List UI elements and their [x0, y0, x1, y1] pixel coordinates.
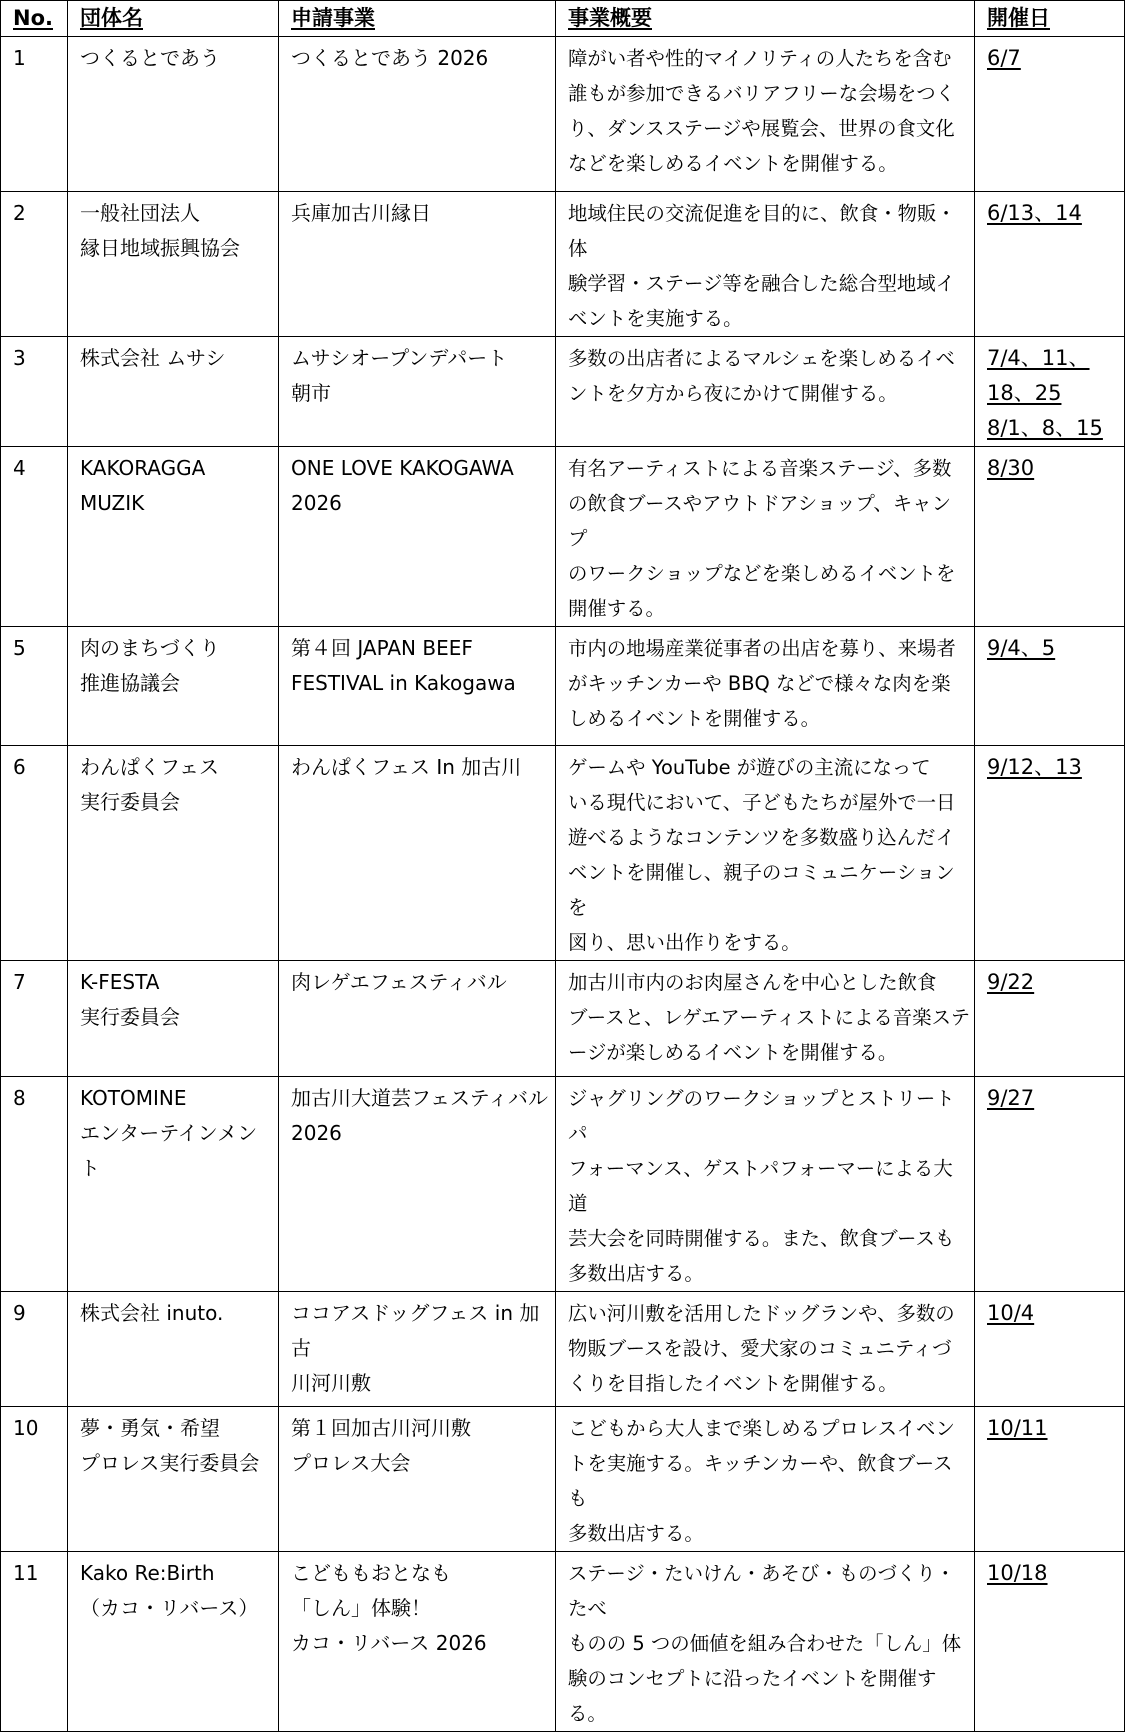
cell-line: 2026 [291, 491, 342, 515]
cell-org [68, 337, 279, 447]
cell-line: 実行委員会 [80, 1005, 180, 1029]
cell-line: 肉レゲエフェスティバル [291, 970, 507, 994]
header-no: No. [1, 1, 68, 37]
cell-date [975, 746, 1125, 961]
date-text: 8/1、8、15 [987, 416, 1103, 440]
cell-line: 第１回加古川河川敷 [291, 1416, 471, 1440]
cell-line: K-FESTA [80, 970, 160, 994]
cell-line: 朝市 [291, 381, 331, 405]
cell-line: わんぱくフェス In 加古川 [291, 755, 522, 779]
date-text: 9/4、5 [987, 636, 1056, 660]
cell-line: 誰もが参加できるバリアフリーな会場をつく [568, 82, 956, 105]
cell-date [975, 1077, 1125, 1292]
cell-line [987, 1081, 1120, 1116]
cell-line: 夢・勇気・希望 [80, 1416, 220, 1440]
table-row [1, 1552, 1125, 1732]
cell-line: 川河川敷 [291, 1371, 371, 1395]
cell-org [68, 627, 279, 746]
cell-date [975, 192, 1125, 337]
table-row [1, 447, 1125, 627]
cell-line: 第４回 JAPAN BEEF [291, 636, 473, 660]
cell-line: ベントを実施する。 [568, 307, 743, 330]
cell-summary [556, 746, 975, 961]
cell-line: 縁日地域振興協会 [80, 236, 240, 260]
cell-summary [556, 37, 975, 192]
cell-line [987, 631, 1120, 666]
cell-line: のワークショップなどを楽しめるイベントを [568, 562, 956, 585]
cell-line: こどももおとなも [291, 1561, 451, 1585]
cell-org [68, 746, 279, 961]
cell-line: ントを夕方から夜にかけて開催する。 [568, 382, 898, 405]
table-row [1, 746, 1125, 961]
cell-line [987, 411, 1120, 446]
cell-line: 遊べるようなコンテンツを多数盛り込んだイ [568, 826, 955, 849]
cell-line: 実行委員会 [80, 790, 180, 814]
cell-line: 地域住民の交流促進を目的に、飲食・物販・体 [568, 202, 956, 260]
cell-line: 一般社団法人 [80, 201, 200, 225]
cell-no: 7 [1, 961, 68, 1077]
cell-org [68, 37, 279, 192]
table-row [1, 961, 1125, 1077]
table-body [1, 37, 1125, 1732]
cell-date [975, 961, 1125, 1077]
cell-line: こどもから大人まで楽しめるプロレスイベン [568, 1417, 955, 1440]
cell-line: 株式会社 ムサシ [80, 346, 226, 370]
cell-line: 障がい者や性的マイノリティの人たちを含む [568, 47, 952, 70]
cell-no: 2 [1, 192, 68, 337]
cell-no: 6 [1, 746, 68, 961]
cell-line: わんぱくフェス [80, 755, 219, 779]
header-date: 開催日 [975, 1, 1125, 37]
cell-line: ものの 5 つの価値を組み合わせた「しん」体 [568, 1632, 962, 1655]
cell-summary [556, 447, 975, 627]
table-row [1, 1407, 1125, 1552]
cell-line [987, 1556, 1120, 1591]
date-text: 10/4 [987, 1301, 1035, 1325]
cell-line: 物販ブースを設け、愛犬家のコミュニティづ [568, 1337, 952, 1360]
cell-line: Kako Re:Birth [80, 1561, 215, 1585]
cell-line: 兵庫加古川縁日 [291, 201, 431, 225]
table-row [1, 627, 1125, 746]
cell-line: 推進協議会 [80, 671, 180, 695]
cell-line: 加古川市内のお肉屋さんを中心とした飲食 [568, 971, 937, 994]
cell-no: 10 [1, 1407, 68, 1552]
cell-line: トを実施する。キッチンカーや、飲食ブースも [568, 1452, 953, 1510]
cell-summary [556, 1077, 975, 1292]
cell-line: （カコ・リバース） [80, 1596, 259, 1620]
cell-line: くりを目指したイベントを開催する。 [568, 1372, 898, 1395]
table-row [1, 37, 1125, 192]
cell-project [279, 337, 556, 447]
table-row [1, 1077, 1125, 1292]
cell-summary [556, 1552, 975, 1732]
cell-line: 株式会社 inuto. [80, 1301, 224, 1325]
cell-line [987, 1411, 1120, 1446]
cell-summary [556, 192, 975, 337]
date-text: 9/22 [987, 970, 1035, 994]
cell-project [279, 1077, 556, 1292]
cell-summary [556, 337, 975, 447]
cell-date [975, 1407, 1125, 1552]
cell-line: 多数の出店者によるマルシェを楽しめるイベ [568, 347, 955, 370]
cell-line [987, 196, 1120, 231]
cell-date [975, 447, 1125, 627]
cell-line: 有名アーティストによる音楽ステージ、多数 [568, 457, 952, 480]
cell-project [279, 1292, 556, 1407]
cell-date [975, 37, 1125, 192]
cell-line: の飲食ブースやアウトドアショップ、キャンプ [568, 492, 951, 550]
cell-project [279, 447, 556, 627]
date-text: 6/7 [987, 46, 1021, 70]
cell-line: ジャグリングのワークショップとストリートパ [568, 1087, 955, 1145]
date-text: 7/4、11、 [987, 346, 1090, 370]
date-text: 18、25 [987, 381, 1062, 405]
cell-line: ブースと、レゲエアーティストによる音楽ステ [568, 1006, 970, 1029]
table-row [1, 192, 1125, 337]
cell-line: いる現代において、子どもたちが屋外で一日 [568, 791, 956, 814]
cell-line: 市内の地場産業従事者の出店を募り、来場者 [568, 637, 956, 660]
cell-no: 3 [1, 337, 68, 447]
cell-line: 肉のまちづくり [80, 636, 220, 660]
cell-line: 開催する。 [568, 597, 665, 620]
cell-no: 4 [1, 447, 68, 627]
cell-line: KOTOMINE [80, 1086, 187, 1110]
table-row [1, 337, 1125, 447]
cell-project [279, 961, 556, 1077]
cell-line: ONE LOVE KAKOGAWA [291, 456, 514, 480]
date-text: 9/27 [987, 1086, 1035, 1110]
cell-summary [556, 961, 975, 1077]
cell-line: プロレス大会 [291, 1451, 411, 1475]
cell-summary [556, 1407, 975, 1552]
cell-no: 5 [1, 627, 68, 746]
cell-line: 加古川大道芸フェスティバル [291, 1086, 548, 1110]
cell-org [68, 192, 279, 337]
cell-project [279, 37, 556, 192]
table-row [1, 1292, 1125, 1407]
date-text: 8/30 [987, 456, 1035, 480]
cell-summary [556, 1292, 975, 1407]
cell-no: 11 [1, 1552, 68, 1732]
cell-project [279, 746, 556, 961]
cell-no: 1 [1, 37, 68, 192]
cell-org [68, 961, 279, 1077]
cell-line: 多数出店する。 [568, 1522, 704, 1545]
cell-line [987, 376, 1120, 411]
cell-org [68, 1292, 279, 1407]
cell-line: しめるイベントを開催する。 [568, 707, 821, 730]
cell-line [987, 341, 1120, 376]
cell-line [987, 750, 1120, 785]
cell-line: つくるとであう 2026 [291, 46, 489, 70]
cell-org [68, 447, 279, 627]
cell-date [975, 627, 1125, 746]
cell-line: フォーマンス、ゲストパフォーマーによる大道 [568, 1157, 953, 1215]
cell-project [279, 192, 556, 337]
cell-org [68, 1077, 279, 1292]
cell-org [68, 1407, 279, 1552]
cell-line: 験のコンセプトに沿ったイベントを開催する。 [568, 1667, 937, 1725]
cell-line: ココアスドッグフェス in 加古 [291, 1301, 540, 1360]
cell-line: KAKORAGGA [80, 456, 206, 480]
cell-line: ステージ・たいけん・あそび・ものづくり・たべ [568, 1562, 956, 1620]
cell-line: エンターテインメント [80, 1121, 258, 1180]
cell-line: などを楽しめるイベントを開催する。 [568, 152, 898, 175]
cell-line: ゲームや YouTube が遊びの主流になって [568, 756, 931, 779]
cell-line: 芸大会を同時開催する。また、飲食ブースも [568, 1227, 955, 1250]
header-summary: 事業概要 [556, 1, 975, 37]
cell-line: 広い河川敷を活用したドッグランや、多数の [568, 1302, 955, 1325]
cell-line: FESTIVAL in Kakogawa [291, 671, 516, 695]
header-project: 申請事業 [279, 1, 556, 37]
cell-line [987, 451, 1120, 486]
cell-line [987, 41, 1120, 76]
cell-no: 9 [1, 1292, 68, 1407]
cell-line: がキッチンカーや BBQ などで様々な肉を楽 [568, 672, 951, 695]
cell-line: 験学習・ステージ等を融合した総合型地域イ [568, 272, 956, 295]
date-text: 9/12、13 [987, 755, 1082, 779]
cell-project [279, 1552, 556, 1732]
header-row [1, 1, 1125, 37]
cell-line: カコ・リバース 2026 [291, 1631, 487, 1655]
date-text: 10/11 [987, 1416, 1048, 1440]
cell-line: 図り、思い出作りをする。 [568, 931, 801, 954]
cell-summary [556, 627, 975, 746]
cell-line [987, 1296, 1120, 1331]
cell-line: ムサシオープンデパート [291, 346, 508, 370]
cell-line: り、ダンスステージや展覧会、世界の食文化 [568, 117, 955, 140]
cell-line: プロレス実行委員会 [80, 1451, 260, 1475]
cell-line: 「しん」体験！ [291, 1596, 431, 1620]
cell-project [279, 627, 556, 746]
cell-line: 2026 [291, 1121, 342, 1145]
cell-line: ージが楽しめるイベントを開催する。 [568, 1041, 898, 1064]
cell-line [987, 965, 1120, 1000]
date-text: 10/18 [987, 1561, 1048, 1585]
header-org: 団体名 [68, 1, 279, 37]
cell-date [975, 1292, 1125, 1407]
cell-no: 8 [1, 1077, 68, 1292]
cell-line: つくるとであう [80, 46, 220, 70]
cell-line: MUZIK [80, 491, 145, 515]
cell-org [68, 1552, 279, 1732]
cell-date [975, 1552, 1125, 1732]
cell-project [279, 1407, 556, 1552]
date-text: 6/13、14 [987, 201, 1082, 225]
cell-line: 多数出店する。 [568, 1262, 704, 1285]
cell-line: ベントを開催し、親子のコミュニケーションを [568, 861, 955, 919]
cell-date [975, 337, 1125, 447]
